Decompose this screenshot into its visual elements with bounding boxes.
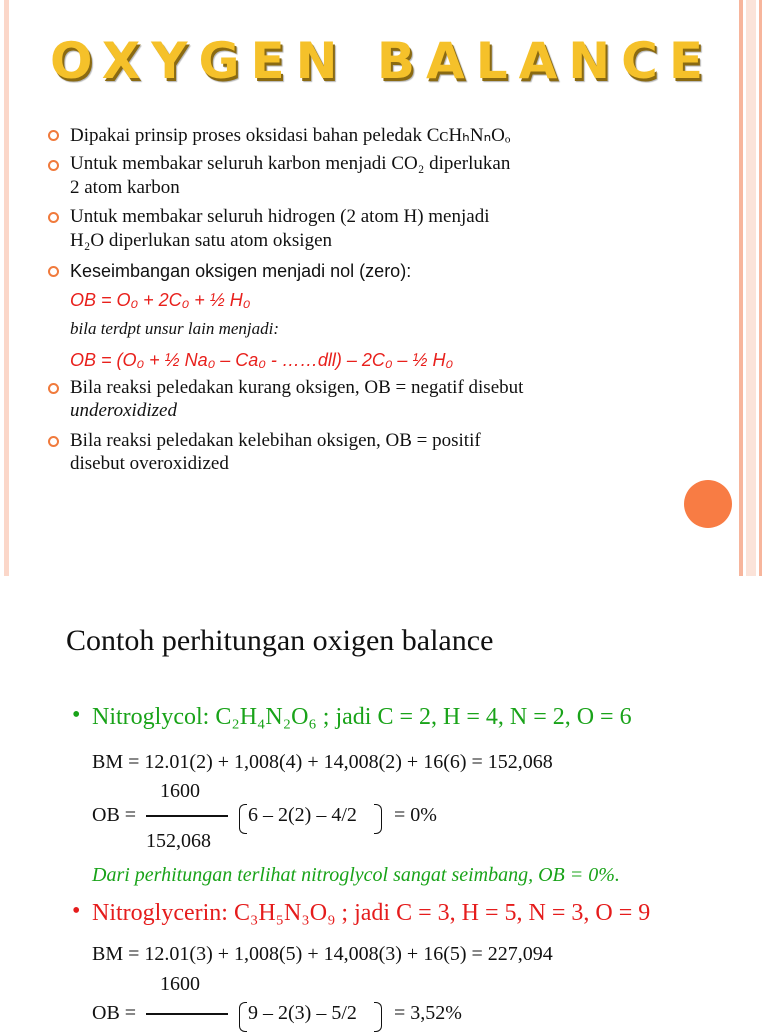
left-bracket [239,804,247,834]
decorative-orange-circle [684,480,732,528]
ob-numerator: 1600 [160,780,200,802]
right-border-stripe [739,0,743,576]
slide-heading: Contoh perhitungan oxigen balance [66,624,494,657]
ob-bracket-expression: 6 – 2(2) – 4/2 [248,804,357,826]
ob-denominator: 152,068 [146,830,211,852]
fraction-bar [146,815,228,817]
bullet-dot-icon: • [72,702,81,728]
bullet-text: Dipakai prinsip proses oksidasi bahan peledak CᴄHₕNₙOₒ [70,125,511,146]
example-nitroglycerin: Nitroglycerin: C₃H₅N₃O₉ ; jadi C = 3, H = 5, N = 3, O = 9 [92,900,651,926]
bullet-marker [48,383,62,397]
ob-result: = 3,52% [394,1002,462,1024]
bullet-text: H₂O diperlukan satu atom oksigen [70,230,333,251]
left-border-stripe [4,0,9,576]
bullet-marker [48,160,62,174]
bullet-marker [48,436,62,450]
bullet-marker [48,130,62,144]
bullet-text: disebut overoxidized [70,453,229,474]
ob-result: = 0% [394,804,437,826]
slide-title: OXYGEN BALANCE [50,32,714,90]
bullet-text: Keseimbangan oksigen menjadi nol (zero): [70,261,412,281]
bm-nitroglycerin: BM = 12.01(3) + 1,008(5) + 14,008(3) + 16(5) = 227,094 [92,943,553,965]
formula-note: bila terdpt unsur lain menjadi: [70,319,280,338]
bullet-dot-icon: • [72,898,81,924]
formula-ob: OB = O₀ + 2C₀ + ½ H₀ [70,290,251,310]
ob-label: OB = [92,1002,137,1024]
bullet-text: Bila reaksi peledakan kurang oksigen, OB = negatif disebut [70,377,524,398]
bullet-text: 2 atom karbon [70,177,180,198]
bullet-text: Untuk membakar seluruh karbon menjadi CO₂ diperlukan [70,153,511,174]
right-bracket [374,1002,382,1032]
bullet-text: Untuk membakar seluruh hidrogen (2 atom H) menjadi [70,206,490,227]
fraction-bar [146,1013,228,1015]
example-nitroglycol: Nitroglycol: C₂H₄N₂O₆ ; jadi C = 2, H = 4, N = 2, O = 6 [92,704,632,730]
bullet-marker [48,266,62,280]
formula-ob-extended: OB = (O₀ + ½ Na₀ – Ca₀ - ……dll) – 2C₀ – ½ H₀ [70,350,454,370]
bm-nitroglycol: BM = 12.01(2) + 1,008(4) + 14,008(2) + 16(6) = 152,068 [92,751,553,773]
left-bracket [239,1002,247,1032]
right-border-stripe [759,0,762,576]
ob-label: OB = [92,804,137,826]
right-bracket [374,804,382,834]
right-border-stripe [746,0,756,576]
slide-example-calculation [0,576,768,1024]
conclusion-nitroglycol: Dari perhitungan terlihat nitroglycol sangat seimbang, OB = 0%. [92,864,620,886]
bullet-marker [48,212,62,226]
bullet-text: Bila reaksi peledakan kelebihan oksigen, OB = positif [70,430,481,451]
bullet-text: underoxidized [70,400,177,421]
ob-bracket-expression: 9 – 2(3) – 5/2 [248,1002,357,1024]
ob-numerator: 1600 [160,973,200,995]
